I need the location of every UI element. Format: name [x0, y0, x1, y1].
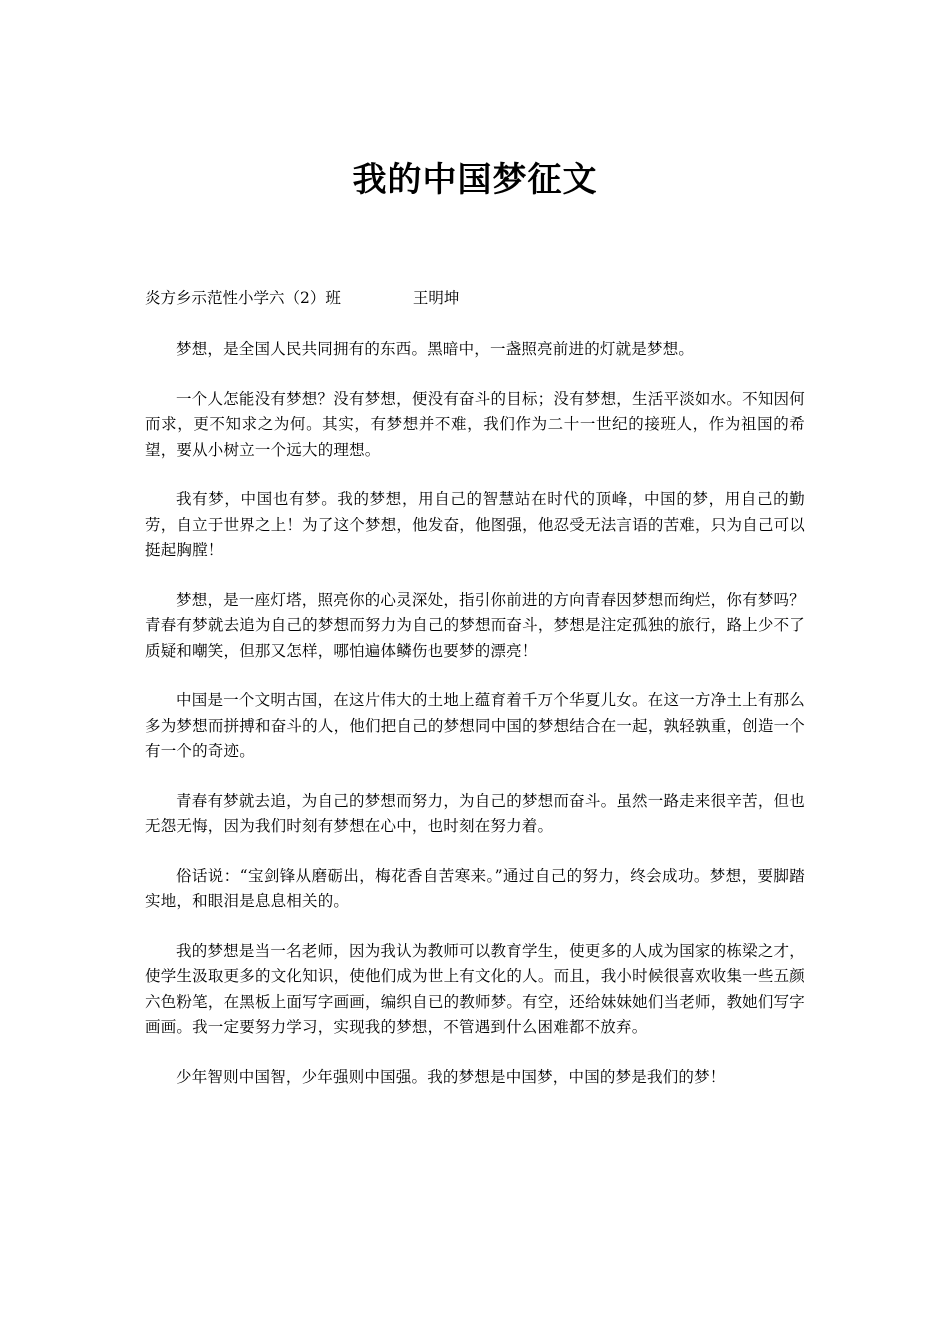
document-title: 我的中国梦征文 — [352, 160, 598, 200]
paragraph: 梦想，是一座灯塔，照亮你的心灵深处，指引你前进的方向青春因梦想而绚烂，你有梦吗？青春有梦就去追为自己的梦想而努力为自己的梦想而奋斗，梦想是注定孤独的旅行，路上少不了质疑和嘲笑，但那又怎样，哪怕遍体鳞伤也要梦的漂亮！ — [145, 590, 805, 660]
paragraph: 中国是一个文明古国，在这片伟大的土地上蕴育着千万个华夏儿女。在这一方净土上有那么多为梦想而拼搏和奋斗的人，他们把自己的梦想同中国的梦想结合在一起，孰轻孰重，创造一个有一个的奇迹。 — [145, 691, 805, 760]
paragraph: 一个人怎能没有梦想？没有梦想，便没有奋斗的目标；没有梦想，生活平淡如水。不知因何而求，更不知求之为何。其实，有梦想并不难，我们作为二十一世纪的接班人，作为祖国的希望，要从小树立一个远大的理想。 — [145, 389, 805, 459]
paragraph: 梦想，是全国人民共同拥有的东西。黑暗中，一盏照亮前进的灯就是梦想。 — [176, 340, 695, 358]
paragraph: 俗话说：“宝剑锋从磨砺出，梅花香自苦寒来。”通过自己的努力，终会成功。梦想，要脚踏实地，和眼泪是息息相关的。 — [145, 866, 805, 910]
author-name: 王明坤 — [412, 289, 460, 307]
paragraph: 青春有梦就去追，为自己的梦想而努力，为自己的梦想而奋斗。虽然一路走来很辛苦，但也无怨无悔，因为我们时刻有梦想在心中，也时刻在努力着。 — [145, 791, 805, 835]
paragraph: 我有梦，中国也有梦。我的梦想，用自己的智慧站在时代的顶峰，中国的梦，用自己的勤劳，自立于世界之上！为了这个梦想，他发奋，他图强，他忍受无法言语的苦难，只为自己可以挺起胸膛！ — [145, 490, 805, 559]
essay-body — [145, 337, 805, 1114]
paragraph: 少年智则中国智，少年强则中国强。我的梦想是中国梦，中国的梦是我们的梦！ — [176, 1067, 726, 1086]
byline — [145, 286, 459, 310]
paragraph: 我的梦想是当一名老师，因为我认为教师可以教育学生，使更多的人成为国家的栋梁之才，使学生汲取更多的文化知识，使他们成为世上有文化的人。而且，我小时候很喜欢收集一些五颜六色粉笔，在黑板上面写字画画，编织自已的教师梦。有空，还给妹妹她们当老师，教她们写字画画。我一定要努力学习，实现我的梦想，不管遇到什么困难都不放弃。 — [145, 941, 805, 1036]
school-class: 炎方乡示范性小学六（2）班 — [145, 289, 341, 307]
